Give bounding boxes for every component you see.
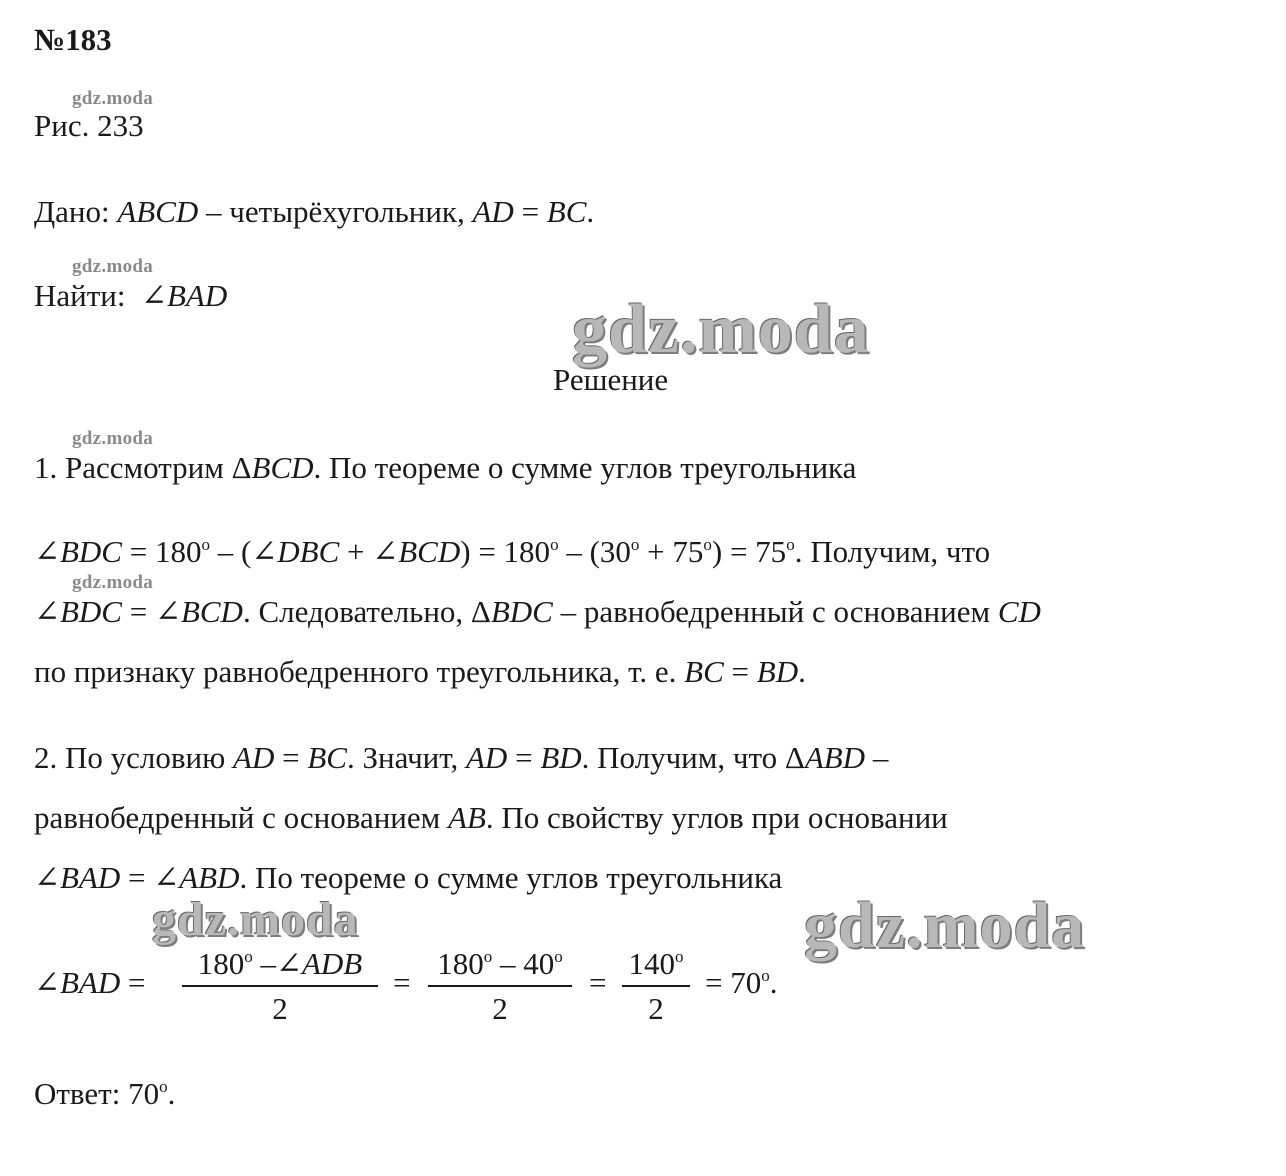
angle-bad: ∠BAD (34, 965, 121, 1000)
text: = (120, 860, 154, 895)
triangle-abd: ABD (804, 740, 866, 775)
degree-sign: o (703, 535, 712, 554)
text: – (30 (558, 534, 631, 569)
watermark-small: gdz.moda (72, 428, 154, 449)
answer-line (34, 1076, 175, 1112)
eq-sign: = (127, 965, 146, 1000)
text: – 40 (492, 946, 555, 981)
watermark-small: gdz.moda (72, 256, 154, 277)
period: . (167, 1076, 176, 1111)
text: . Получим, что (794, 534, 991, 569)
segment-bc: BC (684, 654, 724, 689)
text: – (865, 740, 889, 775)
period: . (586, 194, 595, 229)
triangle-bcd: BCD (251, 450, 314, 485)
text: 2. По условию (34, 740, 234, 775)
text: = (507, 740, 541, 775)
text: 180 (197, 946, 245, 981)
eq-sign: = (589, 965, 607, 1000)
text: 140 (628, 946, 675, 981)
text: . По свойству углов при основании (485, 800, 948, 835)
step1-line3 (34, 594, 1041, 630)
fraction-bar (182, 985, 378, 987)
text: . Следовательно, Δ (242, 594, 491, 629)
text: . Значит, (346, 740, 466, 775)
angle-bcd: ∠BCD (154, 594, 243, 629)
text: – равнобедренный с основанием (552, 594, 998, 629)
segment-ad: AD (233, 740, 275, 775)
eq-sign: = (393, 965, 411, 1000)
quad-name: ABCD (117, 194, 199, 229)
text: – ( (209, 534, 252, 569)
watermark-big: gdz.moda (152, 893, 359, 946)
fraction-bar (428, 985, 572, 987)
text: . Получим, что Δ (581, 740, 805, 775)
text: . (798, 654, 806, 689)
step2-line3 (34, 860, 782, 896)
text: 180 (437, 946, 484, 981)
text: = (121, 594, 155, 629)
degree-sign: o (159, 1077, 168, 1096)
text: 1. Рассмотрим Δ (34, 450, 252, 485)
period: . (769, 965, 778, 1000)
angle-bad: ∠BAD (34, 860, 121, 895)
find-label: Найти: (34, 278, 126, 313)
text: + (339, 534, 373, 569)
degree-sign: o (244, 947, 253, 966)
fraction-numerator (622, 946, 690, 982)
step1-line1 (34, 450, 856, 486)
angle-dbc: ∠DBC (251, 534, 340, 569)
fraction-denominator: 2 (492, 991, 508, 1026)
given-text: – четырёхугольник, (198, 194, 473, 229)
degree-sign: o (761, 966, 770, 985)
formula-lhs (34, 965, 145, 1001)
step1-line2 (34, 534, 990, 570)
degree-sign: o (554, 947, 563, 966)
degree-sign: o (675, 947, 684, 966)
find-line (34, 278, 227, 314)
fraction-3 (622, 946, 690, 1027)
problem-number: №183 (34, 22, 112, 57)
watermark-small: gdz.moda (72, 572, 154, 593)
angle-bdc: ∠BDC (34, 534, 122, 569)
segment-bc: BC (546, 194, 587, 229)
degree-sign: o (550, 535, 559, 554)
angle-bcd: ∠BCD (372, 534, 461, 569)
angle-symbol: ∠ (141, 278, 167, 313)
text: ) = 75 (711, 534, 787, 569)
segment-cd: CD (997, 594, 1041, 629)
step2-line2 (34, 800, 948, 836)
segment-bd: BD (540, 740, 582, 775)
fraction-numerator (428, 946, 572, 982)
text: . По теореме о сумме углов треугольника (313, 450, 857, 485)
text: –∠ADB (252, 946, 363, 981)
triangle-bdc: BDC (490, 594, 553, 629)
watermark-big: gdz.moda (804, 889, 1086, 962)
result-value: 70 (730, 965, 762, 1000)
watermark-small: gdz.moda (72, 88, 154, 109)
segment-ad: AD (472, 194, 514, 229)
degree-sign: o (483, 947, 493, 966)
text: = 180 (121, 534, 202, 569)
segment-ad: AD (466, 740, 508, 775)
find-target: BAD (166, 278, 228, 313)
fraction-numerator (182, 946, 378, 982)
text: по признаку равнобедренного треугольника, т. е. (34, 654, 685, 689)
segment-bc: BC (307, 740, 347, 775)
fraction-2 (428, 946, 572, 1027)
step1-line4 (34, 654, 806, 690)
figure-reference: Рис. 233 (34, 108, 144, 143)
given-line (34, 194, 594, 230)
segment-ab: AB (448, 800, 486, 835)
fraction-bar (622, 985, 690, 987)
degree-sign: o (201, 535, 210, 554)
watermark-big: gdz.moda (572, 291, 870, 368)
text: + 75 (639, 534, 704, 569)
degree-sign: o (630, 535, 640, 554)
text: ) = 180 (460, 534, 551, 569)
text: = (274, 740, 308, 775)
text: равнобедренный с основанием (34, 800, 449, 835)
given-label: Дано: (34, 194, 110, 229)
angle-abd: ∠ABD (153, 860, 240, 895)
formula-result (705, 965, 777, 1001)
eq-sign: = (705, 965, 723, 1000)
answer-value: 70 (128, 1076, 160, 1111)
degree-sign: o (786, 535, 795, 554)
text: . По теореме о сумме углов треугольника (239, 860, 783, 895)
fraction-1 (182, 946, 378, 1027)
step2-line1 (34, 740, 888, 776)
eq-sign: = (513, 194, 547, 229)
fraction-denominator: 2 (648, 991, 664, 1026)
angle-bdc: ∠BDC (34, 594, 122, 629)
segment-bd: BD (756, 654, 799, 689)
solution-heading: Решение (553, 362, 669, 397)
fraction-denominator: 2 (272, 991, 288, 1026)
text: = (723, 654, 757, 689)
answer-label: Ответ: (34, 1076, 121, 1111)
